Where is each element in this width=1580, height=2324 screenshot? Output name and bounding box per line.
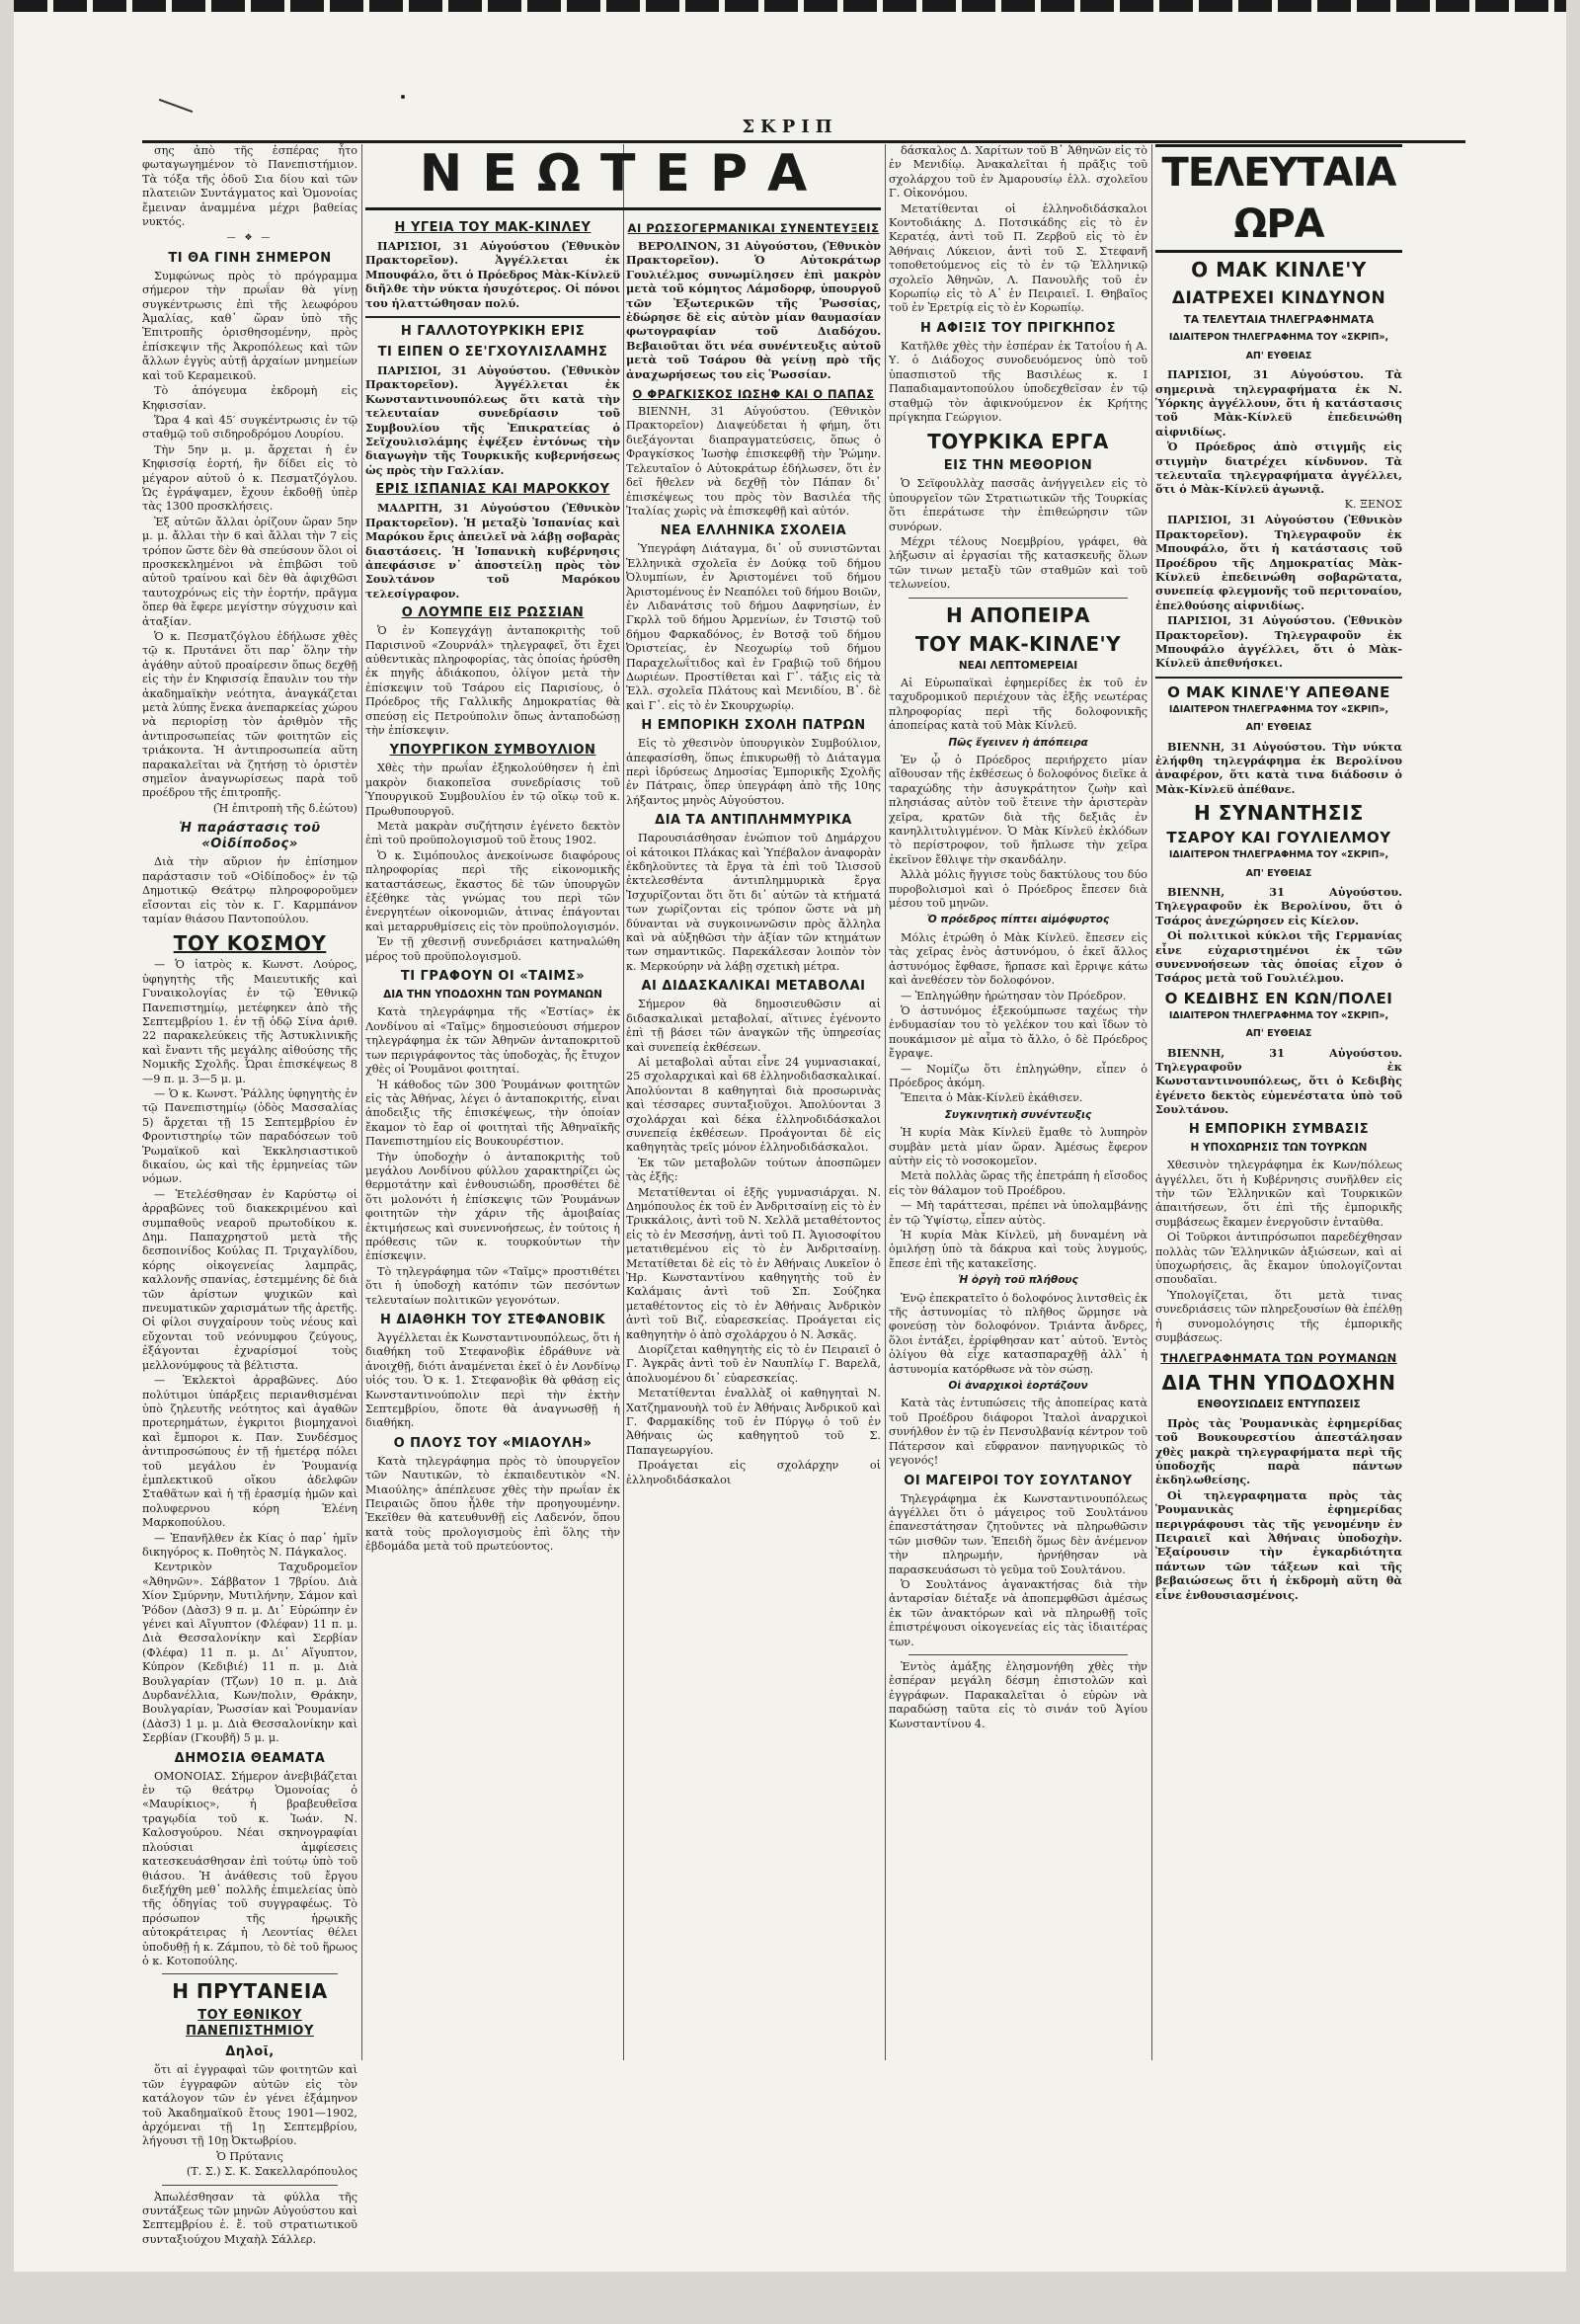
subheadline: ΔΙΑ ΤΗΝ ΥΠΟΔΟΧΗΝ ΤΩΝ ΡΟΥΜΑΝΩΝ bbox=[383, 989, 602, 1002]
headline: ΔΙΑΤΡΕΧΕΙ ΚΙΝΔΥΝΟΝ bbox=[1171, 288, 1386, 308]
article-text: Ἡ κυρία Μὰκ Κίνλεϋ ἔμαθε τὸ λυπηρὸν συμβὰν μετὰ μίαν ὥραν. Ἀμέσως ἔφερον αὐτὴν εἰς τὸ νοσοκομεῖον. bbox=[889, 1126, 1147, 1167]
headline: Ἡ παράστασις τοῦ «Οἰδίποδος» bbox=[179, 821, 321, 852]
article-text: Τηλεγράφημα ἐκ Κωνσταντινουπόλεως ἀγγέλλει ὅτι ὁ μάγειρος τοῦ Σουλτάνου ἐπανεστάτησαν ζητοῦντες νὰ πληρωθῶσιν τῶν μισθῶν των. Ἐπειδὴ ὅμως δὲν ἀνέμενον τὴν πληρωμήν, ἠρνήθησαν νὰ παρασκευάσωσι τὸ γεῦμα τοῦ Σουλτάνου. bbox=[889, 1491, 1147, 1576]
article-text: Μετὰ πολλὰς ὥρας τῆς ἐπετράπη ἡ εἴσοδος εἰς τὸν θάλαμον τοῦ Προέδρου. bbox=[889, 1169, 1147, 1197]
article-text: Ἐν ᾧ ὁ Πρόεδρος περιήρχετο μίαν αἴθουσαν τῆς ἐκθέσεως ὁ δολοφόνος διεῖκε ἀ ταραχώδης τὴν ἀσυγκράτητον ζωὴν καὶ πλησιάσας αὐτὸν τοῦ ἔτεινε τὴν ἀριστερὰν χεῖρα, κρατῶν διὰ τῆς δεξιᾶς ἐν κανηλλιτυλιγμένον. Ὁ Μὰκ Κίνλεϋ ἐκλόδων τὸ περίστροφον, τοῦ ἤπλωσε τὴν χεῖρα ἐκεῖνον ἔθλιψε τὴν σκανδάλην. bbox=[889, 754, 1147, 866]
subheadline: ΙΔΙΑΙΤΕΡΟΝ ΤΗΛΕΓΡΑΦΗΜΑ ΤΟΥ «ΣΚΡΙΠ», bbox=[1168, 332, 1389, 344]
article-text: Ἀπωλέσθησαν τὰ φύλλα τῆς συντάξεως τῶν μηνῶν Αὐγούστου καὶ Σεπτεμβρίου ἐ. ἔ. τοῦ στρατιωτικοῦ συνταξιούχου Μιχαὴλ Σάλλερ. bbox=[142, 2190, 357, 2246]
article-text: Ἐξ αὐτῶν ἄλλαι ὁρίζουν ὥραν 5ην μ. μ. ἄλλαι τὴν 6 καὶ ἄλλαι τὴν 7 εἰς τρόπον ὥστε δὲν θὰ σπεύσουν ὅλοι οἱ προσκεκλημένοι νὰ ἐπιβῶσι τοῦ αὐτοῦ τραίνου καὶ δὲν θὰ ἀφιχθῶσι ταυτοχρόνως εἰς τὴν ἑορτήν, πρᾶγμα ὅπερ θὰ ἔφερε μεγίστην σύγχυσιν καὶ ἀταξίαν. bbox=[142, 515, 357, 628]
ink-dot bbox=[401, 95, 405, 99]
headline: Η ΓΑΛΛΟΤΟΥΡΚΙΚΗ ΕΡΙΣ bbox=[400, 324, 586, 340]
headline: Η ΕΜΠΟΡΙΚΗ ΣΧΟΛΗ ΠΑΤΡΩΝ bbox=[641, 718, 866, 734]
article-text: Ἐκ τῶν μεταβολῶν τούτων ἀποσπῶμεν τὰς ἑξῆς: bbox=[626, 1156, 881, 1184]
column-4 bbox=[889, 144, 1147, 2060]
article-text: ΠΑΡΙΣΙΟΙ, 31 Αὐγούστου. Τὰ σημερινὰ τηλεγραφήματα ἐκ Ν. Ὑόρκης ἀγγέλλουν, ὅτι ἡ κατάστασις τοῦ Μὰκ-Κίνλεϋ ἐπεδεινώθη αἰφνιδίως. bbox=[1155, 367, 1402, 439]
article-text: ΠΑΡΙΣΙΟΙ, 31 Αὐγούστου. (Ἐθνικὸν Πρακτορεῖον). Τηλεγραφοῦν ἐκ Μπουφάλο ἀγγέλλει, ὅτι ὁ Μὰκ-Κίνλεϋ ἀπεθνήσκει. bbox=[1155, 613, 1402, 671]
article-text: Πρὸς τὰς Ῥουμανικὰς ἐφημερίδας τοῦ Βουκουρεστίου ἀπεστάλησαν χθὲς μακρὰ τηλεγραφήματα περὶ τῆς ὑποδοχῆς παρὰ πάντων ἐκδηλωθείσης. bbox=[1155, 1415, 1402, 1487]
subheadline: ΑΠ' ΕΥΘΕΙΑΣ bbox=[1245, 722, 1312, 734]
signature: (Τ. Σ.) Σ. Κ. Σακελλαρόπουλος bbox=[186, 2165, 357, 2179]
headline: ΑΙ ΡΩΣΣΟΓΕΡΜΑΝΙΚΑΙ ΣΥΝΕΝΤΕΥΞΕΙΣ bbox=[627, 221, 880, 235]
headline: Ο ΚΕΔΙΒΗΣ ΕΝ ΚΩΝ/ΠΟΛΕΙ bbox=[1164, 989, 1393, 1007]
headline: Ο ΛΟΥΜΠΕ ΕΙΣ ΡΩΣΣΙΑΝ bbox=[401, 605, 585, 621]
headline: Δηλοῖ, bbox=[225, 2044, 275, 2060]
article-text: Ἡ κυρία Μὰκ Κίνλεϋ, μὴ δυναμένη νὰ ὁμιλήσῃ ὑπὸ τὰ δάκρυα καὶ τοὺς λυγμούς, ἔπεσε ἐπὶ τῆς κατακεῖσης. bbox=[889, 1229, 1147, 1270]
article-text: Τὸ ἀπόγευμα ἐκδρομὴ εἰς Κηφισσίαν. bbox=[142, 384, 357, 412]
article-text: ΠΑΡΙΣΙΟΙ, 31 Αὐγούστου. (Ἐθνικὸν Πρακτορεῖον). Ἀγγέλλεται ἐκ Κωνσταντινουπόλεως ὅτι κατὰ τὴν τελευταίαν συνεδρίασιν τοῦ Συμβουλίου τῆς Ἐπικρατείας ὁ Σεϊχουλισλάμης ἐψέξεν ἐντόνως τὴν διαγωγὴν τῆς Τουρκικῆς κυβερνήσεως ὡς πρὸς τὴν Γαλλίαν. bbox=[365, 363, 620, 477]
article-text: Ἀγγέλλεται ἐκ Κωνσταντινουπόλεως, ὅτι ἡ διαθήκη τοῦ Στεφανοβὶκ ἐδράθυνε νὰ ἀνοιχθῇ, διότι ἀναμένεται ἐκεῖ ὁ ἐν Λονδίνῳ υἱός του. Ὁ κ. 1. Στεφανοβὶκ θὰ φθάσῃ εἰς Κωνσταντινούπολιν περὶ τὴν ἐκτὴν Σεπτεμβρίου, ὅποτε θὰ ἀναγνωσθῇ ἡ διαθήκη. bbox=[365, 1331, 620, 1430]
article-text: Εἰς τὸ χθεσινὸν ὑπουργικὸν Συμβούλιον, ἀπεφασίσθη, ὅπως ἐπικυρωθῇ τὸ Διάταγμα περὶ ἱδρύσεως Δημοσίας Ἐμπορικῆς Σχολῆς ἐν Πάτραις, ὅπερ ὑπεγράφη ἀπὸ τῆς 10ης λήξαντος μηνὸς Αὐγούστου. bbox=[626, 737, 881, 807]
article-text: Σήμερον θὰ δημοσιευθῶσιν αἱ διδασκαλικαὶ μεταβολαί, αἵτινες ἐγένοντο ἐπὶ τῇ βάσει τῶν ἀναγκῶν τῆς ὑπηρεσίας καὶ συνεπείᾳ ἐκθέσεων. bbox=[626, 998, 881, 1054]
subheadline: ΤΑ ΤΕΛΕΥΤΑΙΑ ΤΗΛΕΓΡΑΦΗΜΑΤΑ bbox=[1183, 314, 1375, 326]
newspaper-page bbox=[14, 0, 1566, 2272]
headline: ΔΙΑ ΤΑ ΑΝΤΙΠΛΗΜΜΥΡΙΚΑ bbox=[655, 813, 852, 829]
article-text: δάσκαλος Δ. Χαρίτων τοῦ Β᾽ Ἀθηνῶν εἰς τὸ ἐν Μενιδίῳ. Ἀνακαλεῖται ἡ πρᾶξις τοῦ σχολάρχου τοῦ ἐν Ἀμαρουσίῳ ἑλλ. σχολεῖου Γ. Οἰκονόμου. bbox=[889, 144, 1147, 200]
article-text: ΒΙΕΝΝΗ, 31 Αὐγούστου. Τηλεγραφοῦν ἐκ Βερολίνου, ὅτι ὁ Τσάρος ἀνεχώρησεν εἰς Κίελον. bbox=[1155, 885, 1402, 927]
subheadline: ΕΝΘΟΥΣΙΩΔΕΙΣ ΕΝΤΥΠΩΣΕΙΣ bbox=[1197, 1399, 1361, 1411]
headline: Ο ΜΑΚ ΚΙΝΛΕ'Υ ΑΠΕΘΑΝΕ bbox=[1167, 682, 1390, 701]
article-text: Ἡ κάθοδος τῶν 300 Ῥουμάνων φοιτητῶν εἰς τὰς Ἀθήνας, λέγει ὁ ἀνταποκριτής, εἶναι ἀποδειξις τῆς ἐπισκέψεως, τὴν ὁποίαν ἔκαμον τὸ ἔαρ οἱ φοιτηταὶ τῆς Ἀθηναϊκῆς Πανεπιστημίου εἰς Βουκουρέστιον. bbox=[365, 1078, 620, 1149]
article-text: — Ὁ κ. Κωνστ. Ῥάλλης ὑφηγητὴς ἐν τῷ Πανεπιστημίῳ (ὁδὸς Μασσαλίας 5) ἄρχεται τῇ 15 Σεπτεμβρίου ἐν Φροντιστηρίῳ τῶν παραδόσεων τοῦ Ῥωμαϊκοῦ καὶ Ἐκκλησιαστικοῦ δικαίου, ὡς καὶ τῆς ἑρμηνείας τῶν νόμων. bbox=[142, 1086, 357, 1186]
article-text: ΟΜΟΝΟΙΑΣ. Σήμερον ἀνεβιβάζεται ἐν τῷ θεάτρῳ Ὁμονοίας ὁ «Μαυρίκιος», ἡ βραβευθεῖσα τραγῳδία τοῦ κ. Ἰωάν. Ν. Καλοσγούρου. Νέαι σκηνογραφίαι πλούσιαι ἀμφίεσεις κατεσκευάσθησαν ἐπὶ τούτῳ ὑπὸ τοῦ θιάσου. Ἡ ἀνάθεσις τοῦ ἔργου διεξήχθη μεθ᾽ πολλῆς ἐπιμελείας ὑπὸ τῆς ὁδηγίας τοῦ συγγραφέως. Τὸ πρόσωπον τῆς ἡρῳικῆς αὐτοκράτειρας ἡ Λεοντίας θέλει ὑποδυθῇ ἡ κ. Ζάμπου, τὸ δὲ τοῦ ἥρωος ὁ κ. Κοτοπούλης. bbox=[142, 1769, 357, 1967]
separator-ornament: — ❖ — bbox=[226, 233, 274, 244]
article-text: Αἱ μεταβολαὶ αὗται εἶνε 24 γυμνασιακαί, 25 σχολαρχικαὶ καὶ 68 ἑλληνοδιδασκαλικαί. Ἀπολύονται 8 καθηγηταὶ διὰ προσωρινὰς καὶ τέσσαρες συνταξιοῦχοι. Ἀπολύονται 3 σχολάρχαι καὶ δέκα ἑλληνοδιδάσκαλοι συνεπείᾳ ἐκθέσεων. Προάγονται δὲ εἰς καθηγητὰς τρεῖς μόνον ἑλληνοδιδάσκαλοι. bbox=[626, 1055, 881, 1155]
column-5 bbox=[1155, 144, 1402, 2060]
headline: Η ΕΜΠΟΡΙΚΗ ΣΥΜΒΑΣΙΣ bbox=[1188, 1121, 1370, 1137]
headline: Η ΣΥΝΑΝΤΗΣΙΣ bbox=[1194, 801, 1364, 826]
article-text: Μετὰ μακρὰν συζήτησιν ἐγένετο δεκτὸν ἐπὶ τοῦ προϋπολογισμοῦ τοῦ ἔτους 1902. bbox=[365, 820, 620, 847]
article-text: Διὰ τὴν αὔριον ἡν ἐπίσημον παράστασιν τοῦ «Οἰδίποδος» ἐν τῷ Δημοτικῷ Θεάτρῳ πληροφοροῦμεν εἴσονται εἰς τὸν κ. Γ. Καρμπάνον ταμίαν θιάσου Παντοπούλου. bbox=[142, 855, 357, 925]
masthead: ΣΚΡΙΠ bbox=[742, 117, 838, 137]
article-text: Μέχρι τέλους Νοεμβρίου, γράφει, θὰ λήξωσιν αἱ ἐργασίαι τῆς κατασκευῆς ὅλων τῶν τινων μεταξὺ τῶν σταθμῶν καὶ τοῦ τελωνείου. bbox=[889, 534, 1147, 592]
article-text: Τὴν 5ην μ. μ. ἄρχεται ἡ ἐν Κηφισσίᾳ ἑορτή, ἣν δίδει εἰς τὸ μέγαρον αὐτοῦ ὁ κ. Πεσματζόγλου. Ὡς ἐγράψαμεν, ἔχουν ἐκδοθῇ ὑπὲρ τὰς 1300 προσκλήσεις. bbox=[142, 442, 357, 514]
top-border bbox=[14, 0, 1566, 12]
headline: Η ΑΠΟΠΕΙΡΑ bbox=[946, 602, 1090, 627]
headline: Η ΥΓΕΙΑ ΤΟΥ ΜΑΚ-ΚΙΝΛΕΥ bbox=[394, 220, 592, 235]
headline: ΥΠΟΥΡΓΙΚΟΝ ΣΥΜΒΟΥΛΙΟΝ bbox=[389, 743, 596, 759]
divider bbox=[1155, 677, 1402, 679]
article-text: Ὑπολογίζεται, ὅτι μετὰ τινας συνεδριάσεις τῶν πληρεξουσίων θὰ ἐπέλθῃ ἡ συνομολόγησις τῆς ἐμπορικῆς συμβάσεως. bbox=[1155, 1288, 1402, 1344]
article-text: — Νομίζω ὅτι ἐπληγώθην, εἶπεν ὁ Πρόεδρος ἀκόμη. bbox=[889, 1062, 1147, 1089]
signature: Κ. ΞΕΝΟΣ bbox=[1344, 497, 1402, 511]
headline: ΔΙΑ ΤΗΝ ΥΠΟΔΟΧΗΝ bbox=[1161, 1371, 1396, 1396]
article-text: Οἱ Τοῦρκοι ἀντιπρόσωποι παρεδέχθησαν πολλὰς τῶν Ἑλληνικῶν ἀξιώσεων, καὶ αἱ ὑποχωρήσεις, ἃς ἔκαμον ὑπολογίζονται σπουδαῖαι. bbox=[1155, 1231, 1402, 1287]
article-text: ΒΙΕΝΝΗ, 31 Αὐγούστου. Τηλεγραφοῦν ἐκ Κωνσταντινουπόλεως, ὅτι ὁ Κεδιβὴς ἐγένετο δεκτὸς εὐμενέστατα ὑπὸ τοῦ Σουλτάνου. bbox=[1155, 1045, 1402, 1117]
headline: ΤΟΥΡΚΙΚΑ ΕΡΓΑ bbox=[927, 430, 1109, 454]
headline: ΤΟΥ ΚΟΣΜΟΥ bbox=[173, 931, 327, 956]
article-text: — Ὁ ἰατρὸς κ. Κωνστ. Λούρος, ὑφηγητὴς τῆς Μαιευτικῆς καὶ Γυναικολογίας ἐν τῷ Ἐθνικῷ Πανεπιστημίῳ, μετέφηκεν ἀπὸ τῆς Σεπτεμβρίου 1. ἐν τῇ ὁδῷ Σίνα ἀριθ. 22 παρακελεύκεις τῆς Ἀστυκλινικῆς καὶ ἔναντι τῆς μεγάλης αἰθούσης τῆς Νομικῆς Σχολῆς. Ὧραι ἐπισκέψεως 8—9 π. μ. 3—5 μ. μ. bbox=[142, 958, 357, 1085]
headline: ΤΙ ΓΡΑΦΟΥΝ ΟΙ «ΤΑΙΜΣ» bbox=[400, 969, 586, 985]
pencil-mark bbox=[159, 99, 194, 113]
article-text: Κατὰ τηλεγράφημα πρὸς τὸ ὑπουργεῖον τῶν Ναυτικῶν, τὸ ἐκπαιδευτικὸν «Ν. Μιαούλης» ἀπέπλευσε χθὲς τὴν πρωΐαν ἐκ Πειραιῶς ὅπου ἦλθε τὴν προηγουμένην. Ἐκεῖθεν θὰ κατευθυνθῇ εἰς Λαδενόν, ὅπου κατὰ τοὺς προλογισμοὺς ἐπὶ ὅλης τὴν ἑβδομάδα μετὰ τοῦ πρωτεύοντος. bbox=[365, 1454, 620, 1554]
headline: Η ΠΡΥΤΑΝΕΙΑ bbox=[172, 1979, 328, 2004]
headline: Η ΑΦΙΞΙΣ ΤΟΥ ΠΡΙΓΚΗΠΟΣ bbox=[920, 320, 1116, 336]
article-text: Ὁ ἐν Κοπεγχάγῃ ἀνταποκριτὴς τοῦ Παρισινοῦ «Ζουρνάλ» τηλεγραφεῖ, ὅτι ἔχει αὐθεντικὰς πληροφορίας, τὰς ὁποίας ἠρύσθη ἐκ πηγῆς ἀδιάκοπου, ὀλίγον μετὰ τὴν ἐπίσκεψιν τοῦ Τσάρου εἰς Παρισίους, ὁ Πρόεδρος τῆς Γαλλικῆς Δημοκρατίας θὰ σπεύσῃ εἰς Πετρούπολιν ὅπως ἀνταποδώσῃ τὴν ἐπίσκεψιν. bbox=[365, 624, 620, 737]
article-text: Αἱ Εὐρωπαϊκαὶ ἐφημερίδες ἐκ τοῦ ἐν ταχυδρομικοῦ περιέχουν τὰς ἑξῆς νεωτέρας πληροφορίας περὶ τῆς δολοφονικῆς ἀποπείρας κατὰ τοῦ Μὰκ Κίνλεϋ. bbox=[889, 676, 1147, 733]
subheadline: ΙΔΙΑΙΤΕΡΟΝ ΤΗΛΕΓΡΑΦΗΜΑ ΤΟΥ «ΣΚΡΙΠ», bbox=[1168, 1009, 1389, 1021]
article-text: ΜΑΔΡΙΤΗ, 31 Αὐγούστου (Ἐθνικὸν Πρακτορεῖον). Ἡ μεταξὺ Ἱσπανίας καὶ Μαρόκου ἔρις ἀπειλεῖ νὰ λάβῃ σοβαρὰς διαστάσεις. Ἡ Ἱσπανικὴ κυβέρνησις ἀπεφάσισε ν᾽ ἀποστείλῃ πρὸς τὸν Σουλτάνον τοῦ Μαρόκου τελεσίγραφον. bbox=[365, 501, 620, 601]
article-text: ΒΙΕΝΝΗ, 31 Αὐγούστου. (Ἐθνικὸν Πρακτορεῖον) Διαψεύδεται ἡ φήμη, ὅτι διεξάγονται διαπραγματεύσεις, ὅπως ὁ Φραγκίσκος Ἰωσὴφ ἐπισκεφθῇ τὴν Ῥώμην. Τελευταῖον ὁ Αὐτοκράτωρ ἐδήλωσεν, ὅτι ἐν δεῖ ἤθελεν νὰ δεχθῇ τὸν Πάπαν δι᾽ ἐπισκέψεως του πρὸς τὸν Βασιλέα τῆς Ἰταλίας χωρὶς νὰ ἐπισκεφθῇ καὶ αὐτόν. bbox=[626, 405, 881, 518]
article-text: Μετατίθενται οἱ ἑξῆς γυμνασιάρχαι. Ν. Δημόπουλος ἐκ τοῦ ἐν Ἀνδριτσαίνῃ εἰς τὸ ἐν Τρικκάλοις, ἀντὶ τοῦ Ν. Χελλᾶ μεταθέτοντος εἰς τὸ ἐν Μεσσήνῃ, ἀντὶ τοῦ Π. Ἀγιοσοφίτου μετατιθεμένου εἰς τὸ ἐν Ἀνδριτσαίνῃ. Μετατίθεται δὲ εἰς τὸ ἐν Ἀθήναις Λυκεῖον ὁ Ἠρ. Κωνσταντίνου καθηγητὴς τοῦ ἐν Καλάμαις ἀντὶ τοῦ Σπ. Σούζηκα μεταθέτοντος εἰς τὸ ἐν Ἀθήναις Ἀνδρικὸν ἀντὶ τοῦ Βιζ. εὐαρεσκείας. Προάγεται εἰς καθηγητὴν ὁ ἀπὸ σχολάρχου ὁ Ν. Ἀσκᾶς. bbox=[626, 1185, 881, 1341]
article-text: Ὑπεγράφη Διάταγμα, δι᾽ οὗ συνιστῶνται Ἑλληνικὰ σχολεῖα ἐν Δούκᾳ τοῦ δήμου Ὀλυμπίων, ἐν Ἀριστομένει τοῦ δήμου Ἀριστομένους ἐν Νεαπόλει τοῦ δήμου Βοιῶν, ἐν Λιδανάτσις τοῦ δήμου Δαφνησίων, ἐν Γκρλλ τοῦ δήμου Ἀρμενίων, ἐν Τσιστῷ τοῦ δήμου Φαρκαδόνος, ἐν Βοτσᾷ τοῦ δήμου Ὀριστείας, ἐν Νεοχωρίῳ τοῦ δήμου Παραχελωΐτιδος καὶ ἐν Γραβιῷ τοῦ δήμου Δωριέων. Προστίθεται καὶ Γ᾽. τάξις εἰς τὰ Ἑλλ. σχολεῖα Πλάτους καὶ Μενιδίου, Β᾽. δὲ καὶ Γ᾽. εἰς τὸ ἐν Σκουρχωρίῳ. bbox=[626, 542, 881, 712]
subheadline: Πῶς ἔγεινεν ἡ ἀπόπειρα bbox=[948, 736, 1088, 749]
headline: Ο ΜΑΚ ΚΙΝΛΕ'Υ bbox=[1191, 258, 1367, 281]
article-text: — Ἐκλεκτοὶ ἀρραβῶνες. Δύο πολύτιμοι ὑπάρξεις περιανθισμέναι ὑπὸ ζηλευτῆς νεότητος καὶ ἀγαθῶν προτερημάτων, ἐγκριτοι βιομηχανοὶ καὶ ἔμποροι κ. Παν. Συνδέσμος ἀντιπροσώπους ἐν τῇ ἡμετέρᾳ πόλει τοῦ μεγάλου ἐν Ῥουμανίᾳ ἐμπλεκτικοῦ οἴκου ἀδελφῶν Σταθᾶτων καὶ ἡ τῇ ἐρασμίᾳ ἡμῶν καὶ πολυφερνου κόρη Ἑλένη Μαρκοπούλου. bbox=[142, 1374, 357, 1530]
article-text: Ὥρα 4 καὶ 45′ συγκέντρωσις ἐν τῷ σταθμῷ τοῦ σιδηροδρόμου Λουρίου. bbox=[142, 413, 357, 441]
signature: Ὁ Πρύτανις bbox=[216, 2149, 283, 2163]
article-text: — Μὴ ταράττεσαι, πρέπει νὰ ὑπολαμβάνῃς ἐν τῷ Ὑψίστῳ, εἶπεν αὐτὸς. bbox=[889, 1199, 1147, 1227]
subheadline: ΑΠ' ΕΥΘΕΙΑΣ bbox=[1245, 1028, 1312, 1040]
subheadline: Οἱ ἀναρχικοὶ ἑορτάζουν bbox=[948, 1380, 1088, 1393]
article-text: Οἱ τηλεγραφηματα πρὸς τὰς Ῥουμανικὰς ἐφημερίδας περιγράφουσι τὰς τῆς γενομένην ἐν Πειραιεῖ καὶ Ἀθήναις ὑποδοχὴν. Ἐξαίρουσιν τὴν ἐγκαρδιότητα πάντων τῶν τάξεων καὶ τῆς βεβαιώσεως ὅτι ἡ ἐκδρομὴ αὕτη θὰ εἶνε ἐνθουσιασμένοις. bbox=[1155, 1487, 1402, 1602]
column-rule bbox=[885, 144, 886, 2060]
article-text: Ὁ Σουλτάνος ἀγανακτήσας διὰ τὴν ἀνταρσίαν διέταξε νὰ ἀποπεμφθῶσι ἀμέσως ἐκ τῶν ἀνακτόρων καὶ νὰ πληρωθῇ τοῖς ἐπιστρέψουσι οἰκογενείας εἰς τὰς ἰδιαιτέρας των. bbox=[889, 1577, 1147, 1648]
headline: ΝΕΑ ΕΛΛΗΝΙΚΑ ΣΧΟΛΕΙΑ bbox=[660, 523, 847, 539]
article-text: Ἐντὸς ἀμάξης ἐλησμονήθη χθὲς τὴν ἑσπέραν μεγάλη δέσμη ἐπιστολῶν καὶ ἐγγράφων. Παρακαλεῖται ὁ εὑρὼν νὰ παραδώσῃ ταῦτα εἰς τὸ σινάν τοῦ Ἀγίου Κωνσταντίνου 4. bbox=[889, 1659, 1147, 1730]
article-text: Διορίζεται καθηγητὴς εἰς τὸ ἐν Πειραιεῖ ὁ Γ. Ἀγκρᾶς ἀντὶ τοῦ ἐν Ναυπλίῳ Γ. Βαρελᾶ, ἀπολυομένου δι᾽ εὐαρεσκείας. bbox=[626, 1343, 881, 1385]
column-rule bbox=[623, 144, 624, 2060]
article-text: Ἀλλὰ μόλις ἤγγισε τοὺς δακτύλους του δύο πυροβολισμοὶ καὶ ὁ Πρόεδρος ἔπεσεν διὰ μέσου τοῦ μηνῶν. bbox=[889, 868, 1147, 911]
subheadline: ΙΔΙΑΙΤΕΡΟΝ ΤΗΛΕΓΡΑΦΗΜΑ ΤΟΥ «ΣΚΡΙΠ», bbox=[1168, 849, 1389, 861]
article-text: Κατῆλθε χθὲς τὴν ἑσπέραν ἐκ Τατοΐου ἡ Α. Υ. ὁ Διάδοχος συνοδευόμενος ὑπὸ τοῦ ὑπασπιστοῦ τῆς Βασιλέως κ. Ι Παπαδιαμαντοπούλου ὑποδεχθεῖσαν ἐν τῷ σταθμῷ τὸν ἀφικνούμενον ἐκ Κρήτης πρίγκηπα Γεώργιον. bbox=[889, 339, 1147, 424]
headline: Ο ΠΛΟΥΣ ΤΟΥ «ΜΙΑΟΥΛΗ» bbox=[393, 1435, 592, 1451]
article-text: ΠΑΡΙΣΙΟΙ, 31 Αὐγούστου (Ἐθνικὸν Πρακτορεῖον). Τηλεγραφοῦν ἐκ Μπουφάλο, ὅτι ἡ κατάστασις τοῦ Προέδρου τῆς Δημοκρατίας Μὰκ-Κίνλεϋ ἐπεδεινώθη σοβαρῶτατα, συνεπείᾳ φλεγμονῆς τοῦ περιτοναίου, ἐπελθούσης αἰφνιδίως. bbox=[1155, 513, 1402, 612]
article-text: Κεντρικὸν Ταχυδρομεῖον «Ἀθηνῶν». Σάββατον 1 7βρίου. Διὰ Χίον Σμύρνην, Μυτιλήνην, Σάμον καὶ Ῥόδον (Δὰσ3) 9 π. μ. Δι᾽ Εὐρώπην ἐν γένει καὶ Αἴγυπτον (Φλέφαν) 11 π. μ. Διὰ Θεσσαλονίκην καὶ Σερβίαν (Φλέφα) 11 π. μ. Δι᾽ Αἴγυπτον, Κύπρον (Κεδιβιέ) 11 π. μ. Διὰ Βουλγαρίαν (Τζων) 10 π. μ. Διὰ Δυρδανέλλια, Κων/πολιν, Θράκην, Βουλγαρίαν, Ῥωσσίαν καὶ Ῥουμανίαν (Δὰσ3) 1 μ. μ. Διὰ Θεσσαλονίκην καὶ Σερβίαν (Γκουβῆ) 5 μ. μ. bbox=[142, 1561, 357, 1745]
article-text: — Ἐτελέσθησαν ἐν Καρύστῳ οἱ ἀρραβῶνες τοῦ διακεκριμένου καὶ συμπαθοῦς νεαροῦ πρωτοδίκου κ. Δημ. Παπαχρηστοῦ μετὰ τῆς δεσποινίδος Κούλας Π. Τριχαγλίδου, κόρης οἰκογενείας λαμπρᾶς, καλλονῆς σπανίας, ἐστεμμένης δὲ διὰ τῶν ἀρίστων ψυχικῶν καὶ πνευματικῶν χαρισμάτων τῆς ἀρετῆς. Οἱ φίλοι συγχαίρουν τοὺς νέους καὶ εὔχονται τοῦ νεόνυμφου ζεύγους, ἐξάγονται ἐχναρίσμοί τοὺς μελλονύμφους τὰ βέλτιστα. bbox=[142, 1187, 357, 1372]
headline: ΟΙ ΜΑΓΕΙΡΟΙ ΤΟΥ ΣΟΥΛΤΑΝΟΥ bbox=[904, 1473, 1133, 1488]
article-text: Χθεσινὸν τηλεγράφημα ἐκ Κων/πόλεως ἀγγέλλει, ὅτι ἡ Κυβέρνησις συνῆλθεν εἰς τὴν τῶν Ἑλληνικῶν καὶ Τουρκικῶν ἀπαιτήσεων, ὅτι ἐπὶ τῆς ἐμπορικῆς συμβάσεως ἔκαμεν ἐνεργοῦσιν ἐνταῦθα. bbox=[1155, 1159, 1402, 1229]
article-text: Ὁ κ. Πεσματζόγλου ἐδήλωσε χθὲς τῷ κ. Πρυτάνει ὅτι παρ᾽ ὅλην τὴν ἀγάθην αὐτοῦ προαίρεσιν ὅπως δεχθῇ εἰς τὴν ἐν Κηφισσίᾳ ἔπαυλιν του τὴν ἀκαδημαϊκὴν νεότητα, ἀναγκάζεται μετὰ λύπης ἕνεκα ἀνεπαρκείας χώρου νὰ περιορίσῃ τὸν ἀριθμὸν τῆς ἀντιπροσωπείας τῶν φοιτητῶν εἰς τριάκοντα. Ἡ ἀντιπροσωπεία αὕτη παρακαλεῖται νὰ ζητήσῃ τὸ ὁριστὲν σημεῖον ἀναγνωρίσεως παρὰ τοῦ προέδρου τῆς ἐπιτροπῆς. bbox=[142, 630, 357, 800]
subheadline: Συγκινητικὴ συνέντευξις bbox=[944, 1108, 1092, 1121]
subheadline: ΝΕΑΙ ΛΕΠΤΟΜΕΡΕΙΑΙ bbox=[958, 659, 1078, 672]
section-title: ΝΕΩΤΕΡΑ bbox=[419, 144, 828, 203]
headline: ΤΙ ΕΙΠΕΝ Ο ΣΕ'ΓΧΟΥΛΙΣΛΑΜΗΣ bbox=[377, 345, 608, 361]
article-text: Οἱ πολιτικοὶ κύκλοι τῆς Γερμανίας εἶνε εὐχαριστημένοι ἐκ τῶν συνεννοήσεων τὰς ὁποίας εἶχον ὁ Τσάρος μετὰ τοῦ Γουλιέλμου. bbox=[1155, 928, 1402, 986]
headline: ΑΙ ΔΙΔΑΣΚΑΛΙΚΑΙ ΜΕΤΑΒΟΛΑΙ bbox=[641, 979, 866, 995]
article-text: Μόλις ἐτρώθη ὁ Μὰκ Κίνλεϋ. ἔπεσεν εἰς τὰς χεῖρας ἑνὸς ἀστυνόμου, ὁ ἐκεῖ ἄλλος ἀστυνόμος ἔφθασε, ἥρπασε καὶ ἔρριψε κάτω καὶ ἀνεθέσεν τὸν δολοφόνον. bbox=[889, 930, 1147, 988]
section-banner: ΤΕΛΕΥΤΑΙΑ ΩΡΑ bbox=[1155, 144, 1402, 253]
headline: ΤΗΛΕΓΡΑΦΗΜΑΤΑ ΤΩΝ ΡΟΥΜΑΝΩΝ bbox=[1160, 1351, 1397, 1366]
subheadline: Ὁ πρόεδρος πίπτει αἱμόφυρτος bbox=[926, 914, 1110, 926]
article-text: Συμφώνως πρὸς τὸ πρόγραμμα σήμερον τὴν πρωΐαν θὰ γίνῃ συγκέντρωσις ἐπὶ τῆς λεωφόρου Ἀμαλίας, καθ᾽ ὥραν ὑπὸ τῆς Ἐπιτροπῆς ὁρισθησομένην, πρὸς ἐπίσκεψιν τῆς Ἀκροπόλεως καὶ τῶν ἄλλων ἐγγὺς αὐτῇ ἀρχαίων μνημείων καὶ τοῦ Κεραμεικοῦ. bbox=[142, 269, 357, 382]
divider bbox=[162, 2185, 338, 2186]
column-2 bbox=[365, 215, 620, 2060]
article-text: Προάγεται εἰς σχολάρχην οἱ ἑλληνοδιδάσκαλοι bbox=[626, 1459, 881, 1486]
article-text: Ἐνῷ ἐπεκρατεῖτο ὁ δολοφόνος λιντσθεὶς ἐκ τῆς ἀστυνομίας τὸ πλῆθος ὥρμησε νὰ φονεύσῃ τὸν δολοφόνον. Τριάντα ἄνδρες, ὅλοι ἐντάξει, ἐρρίφθησαν κατ᾽ αὐτοῦ. Ἐντὸς ὀλίγου θὰ εἶχε κατασπαραχθῇ ἀλλ᾽ ἡ ἀστυνομία κατόρθωσε νὰ τὸν σώσῃ. bbox=[889, 1291, 1147, 1376]
subheadline: ΙΔΙΑΙΤΕΡΟΝ ΤΗΛΕΓΡΑΦΗΜΑ ΤΟΥ «ΣΚΡΙΠ», bbox=[1168, 703, 1389, 715]
article-text: Ἐν τῇ χθεσινῇ συνεδριάσει κατηναλώθη μέρος τοῦ προϋπολογισμοῦ. bbox=[365, 935, 620, 963]
article-text: Τὴν ὑποδοχὴν ὁ ἀνταποκριτὴς τοῦ μεγάλου Λονδίνου φύλλου χαρακτηρίζει ὡς θερμοτάτην καὶ ἐνθουσιώδη, προσθέτει δὲ ὅτι μολονότι ἡ ἐπίσκεψις τῶν Ῥουμάνων φοιτητῶν τὴν χάριν τῆς ἀμοιβαίας ἐκτιμήσεως καὶ συνεννοήσεως, ἐν τούτοις ἡ πρόθεσις τῶν κ. τουρκούντων τὴν ἐπίσκεψιν. bbox=[365, 1150, 620, 1263]
headline: Ο ΦΡΑΓΚΙΣΚΟΣ ΙΩΣΗΦ ΚΑΙ Ο ΠΑΠΑΣ bbox=[632, 387, 875, 402]
headline: ΕΙΣ ΤΗΝ ΜΕΘΟΡΙΟΝ bbox=[943, 458, 1093, 474]
column-1 bbox=[142, 144, 357, 2246]
article-text: Μετατίθενται οἱ ἑλληνοδιδάσκαλοι Κοντοδιάκης Δ. Ποτσικάδης εἰς τὸ ἐν Κερατέᾳ, ἀντὶ τοῦ Π. Ζερβοῦ εἰς τὸ ἐν Ἀθήναις Λύκειον, ἀντὶ τοῦ Σ. Στεφανῆ τοποθετούμενος εἰς τὸ ἐν τῷ Ἑλληνικῷ σχολεῖο Ἀθηνῶν, Λ. Πανουλῆς τοῦ ἐν Κορωπίῳ εἰς τὸ Α᾽ ἐν Πειραιεῖ. Ι. Θηβαῖος τοῦ ἐν Ἐρετρίᾳ εἰς τὸ ἐν Κορωπίῳ. bbox=[889, 201, 1147, 315]
article-text: Παρουσιάσθησαν ἐνώπιον τοῦ Δημάρχου οἱ κάτοικοι Πλάκας καὶ Ὑπέβαλον ἀναφορὰν ἐκδηλοῦντες τὰ ἔργα τὰ ἐπὶ τοῦ Ἰλισσοῦ ἐκτελεσθέντα ἀντιπλημμυρικὰ ἔργα Ἰσχυρίζονται ὅτι ὅτι δι᾽ αὐτῶν τὰ κτήματά των χωρίζονται εἰς τρόπον ὥστε νὰ μὴ δύνανται νὰ συγκοινωνῶσιν πρὸς ἄλληλα καὶ νὰ αὐξηθῶσι τὴν ἀξίαν τῶν κτημάτων των σημαντικῶς. Παρεκάλεσαν λοιπὸν τὸν κ. Μερκούρην νὰ λάβῃ σχετικὴ μέτρα. bbox=[626, 832, 881, 973]
article-text: ΠΑΡΙΣΙΟΙ, 31 Αὐγούστου (Ἐθνικὸν Πρακτορεῖον). Ἀγγέλλεται ἐκ Μπουφάλο, ὅτι ὁ Πρόεδρος Μὰκ-Κίνλεϋ διῆλθε τὴν νύκτα ἡσυχότερος. Οἱ πόνοι του ἠλαττώθησαν πολύ. bbox=[365, 239, 620, 310]
headline: ΕΡΙΣ ΙΣΠΑΝΙΑΣ ΚΑΙ ΜΑΡΟΚΚΟΥ bbox=[375, 482, 610, 498]
divider bbox=[365, 316, 620, 318]
masthead-rule bbox=[142, 140, 1465, 143]
subheadline: Η ΥΠΟΧΩΡΗΣΙΣ ΤΩΝ ΤΟΥΡΚΩΝ bbox=[1190, 1141, 1368, 1154]
column-rule bbox=[361, 144, 362, 2060]
divider bbox=[908, 1654, 1128, 1655]
article-text: Ὁ κ. Σιμόπουλος ἀνεκοίνωσε διαφόρους πληροφορίας περὶ τῆς εἰκονομικῆς καταστάσεως, ἕκαστος δὲ τῶν ὑπουργῶν ἐξέθηκε τὰς γνώμας του περὶ τῶν ἐνεργητέων οἰκονομιῶν, ἀτινας ἐπάγονται καὶ μεταρρυθμίσεις εἰς τὸν προϋπολογισμόν. bbox=[365, 848, 620, 933]
column-rule bbox=[1151, 144, 1152, 2060]
signature: (Ἡ ἐπιτροπὴ τῆς δ.ἑώτου) bbox=[212, 801, 357, 815]
article-text: — Ἐπληγώθην ἠρώτησαν τὸν Πρόεδρον. bbox=[901, 989, 1127, 1002]
column-3 bbox=[626, 215, 881, 2060]
subheadline: Ἡ ὀργὴ τοῦ πλήθους bbox=[958, 1274, 1078, 1287]
article-text: — Ἐπανῆλθεν ἐκ Κίας ὁ παρ᾽ ἡμῖν δικηγόρος κ. Ποθητὸς Ν. Πάγκαλος. bbox=[142, 1531, 357, 1559]
divider bbox=[162, 1973, 338, 1974]
article-text: ὅτι αἱ ἐγγραφαὶ τῶν φοιτητῶν καὶ τῶν ἐγγραφῶν αὐτῶν εἰς τὸν κατάλογον τῶν ἐν γένει ἐξάμηνον τοῦ Ἀκαδημαϊκοῦ ἔτους 1901—1902, ἀρχόμεναι τῇ 1ῃ Σεπτεμβρίου, λήγουσι τῇ 10ῃ Ὀκτωβρίου. bbox=[142, 2063, 357, 2148]
article-text: Ὁ ἀστυνόμος ἐξεκούμπωσε ταχέως τὴν ἐνδυμασίαν του τὸ γελέκον του καὶ ἴδων τὸ πουκάμισον μὲ αἷμα τὸ ἄλλο, ὁ δὲ Πρόεδρος ἔγραψε. bbox=[889, 1003, 1147, 1061]
headline: ΤΣΑΡΟΥ ΚΑΙ ΓΟΥΛΙΕΛΜΟΥ bbox=[1166, 829, 1391, 847]
article-text: Τὸ τηλεγράφημα τῶν «Ταῖμς» προστιθέτει ὅτι ἡ ὑποδοχὴ κατόπιν τῶν πεσόντων τελευταίων πολιτικῶν γεγονότων. bbox=[365, 1264, 620, 1307]
subheadline: ΑΠ' ΕΥΘΕΙΑΣ bbox=[1245, 350, 1312, 361]
headline: Η ΔΙΑΘΗΚΗ ΤΟΥ ΣΤΕΦΑΝΟΒΙΚ bbox=[379, 1313, 606, 1327]
article-text: ΒΙΕΝΝΗ, 31 Αὐγούστου. Τὴν νύκτα ἐλήφθη τηλεγράφημα ἐκ Βερολίνου ἀναφέρον, ὅτι κατὰ τινα διάδοσιν ὁ Μὰκ-Κίνλεϋ ἀπέθανε. bbox=[1155, 739, 1402, 796]
article-text: σης ἀπὸ τῆς ἑσπέρας ἦτο φωταγωγημένον τὸ Πανεπιστήμιον. Τὰ τόξα τῆς ὁδοῦ Σια δίου καὶ τῶν πλατειῶν Συντάγματος καὶ Ὁμονοίας ἔμειναν ἀναμμένα μέχρι βαθείας νυκτός. bbox=[142, 144, 357, 229]
article-text: Ἔπειτα ὁ Μὰκ-Κίνλεϋ ἐκάθισεν. bbox=[901, 1091, 1083, 1105]
article-text: Κατὰ τὰς ἐντυπώσεις τῆς ἀποπείρας κατὰ τοῦ Προέδρου διάφοροι Ἰταλοὶ ἀναρχικοὶ συνήλθον ἐν τῷ ἐν Πενσυλβανίᾳ κέντρον τοῦ Πάτερσον καὶ εὔφρανον πανηγυρικῶς τὸ γεγονός! bbox=[889, 1397, 1147, 1468]
subheadline: ΑΠ' ΕΥΘΕΙΑΣ bbox=[1245, 867, 1312, 879]
article-text: Μετατίθενται ἐναλλὰξ οἱ καθηγηταὶ Ν. Χατζημανουὴλ τοῦ ἐν Ἀθήναις Ἀνδρικοῦ καὶ Γ. Φαρμακίδης τοῦ ἐν Πύργῳ ὁ τοῦ ἐν Ἀθήναις ὡς καθηγητοῦ τοῦ Σ. Παπαγεωργίου. bbox=[626, 1387, 881, 1457]
headline: ΤΟΥ ΜΑΚ-ΚΙΝΛΕ'Υ bbox=[914, 631, 1122, 656]
headline: ΤΟΥ ΕΘΝΙΚΟΥ ΠΑΝΕΠΙΣΤΗΜΙΟΥ bbox=[186, 2008, 314, 2040]
headline: ΔΗΜΟΣΙΑ ΘΕΑΜΑΤΑ bbox=[174, 1750, 326, 1766]
article-text: Χθὲς τὴν πρωΐαν ἐξηκολούθησεν ἡ ἐπὶ μακρὸν διακοπεῖσα συνεδρίασις τοῦ Ὑπουργικοῦ Συμβουλίου ἐν τῷ οἴκῳ τοῦ κ. Πρωθυπουργοῦ. bbox=[365, 761, 620, 818]
headline: ΤΙ ΘΑ ΓΙΝΗ ΣΗΜΕΡΟΝ bbox=[168, 250, 332, 266]
article-text: Κατὰ τηλεγράφημα τῆς «Ἑστίας» ἐκ Λονδίνου αἱ «Ταῖμς» δημοσιεύουσι σήμερον τηλεγράφημα ἐκ τῶν Ἀθηνῶν ἀνταποκριτοῦ των περιγράφοντος τὰς ὑποδοχὰς, ἧς ἔτυχον χθὲς οἱ Ῥουμᾶνοι φοιτηταί. bbox=[365, 1005, 620, 1077]
divider bbox=[908, 598, 1128, 599]
article-text: Ὁ Πρόεδρος ἀπὸ στιγμῆς εἰς στιγμὴν διατρέχει κίνδυνον. Τὰ τελευταῖα τηλεγραφήματα ἀγγέλλει, ὅτι ὁ Μὰκ-Κίνλεϋ ἀγωνιᾷ. bbox=[1155, 440, 1402, 497]
section-rule bbox=[365, 207, 881, 210]
article-text: ΒΕΡΟΛΙΝΟΝ, 31 Αὐγούστου, (Ἐθνικὸν Πρακτορεῖον). Ὁ Αὐτοκράτωρ Γουλιέλμος συνωμίλησεν ἐπὶ μακρὸν μετὰ τοῦ κόμητος Λάμσδορφ, ὑπουργοῦ τῶν Ἐξωτερικῶν τῆς Ῥωσσίας, ἐδώρησε δὲ εἰς αὐτὸν μίαν θαυμασίαν φωτογραφίαν τοῦ Διαδόχου. Βεβαιοῦται ὅτι νέα συνέντευξις αὐτοῦ μετὰ τοῦ Τσάρου θὰ γείνῃ πρὸ τῆς ἀναχωρήσεως του εἰς Ῥωσσίαν. bbox=[626, 239, 881, 381]
article-text: Ὁ Σεϊφουλλὰχ πασσᾶς ἀνήγγειλεν εἰς τὸ ὑπουργεῖον τῶν Στρατιωτικῶν τῆς Τουρκίας ὅτι ἐπεράτωσε τὴν ἐπιθεώρησιν τῶν συνόρων. bbox=[889, 477, 1147, 533]
